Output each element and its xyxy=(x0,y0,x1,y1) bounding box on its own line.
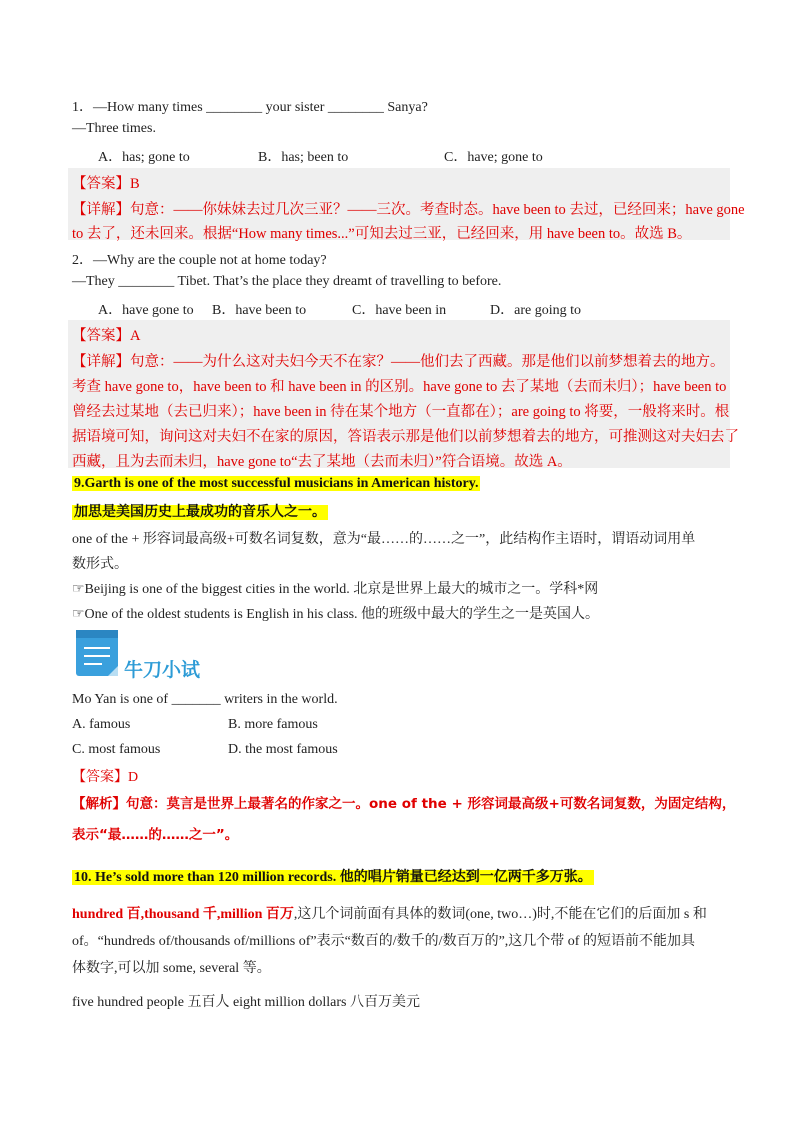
q2-explain-line: 据语境可知，询问这对夫妇不在家的原因，答语表示那是他们以前梦想着去的地方，可推测这对夫妇去了 xyxy=(72,429,739,445)
practice-question: Mo Yan is one of _______ writers in the world. xyxy=(72,692,338,707)
q1-answer: 【答案】B xyxy=(72,176,140,192)
s10-sentence-wrap xyxy=(72,866,594,886)
s9-example: ☞One of the oldest students is English in his class. 他的班级中最大的学生之一是英国人。 xyxy=(72,607,600,622)
q1-option-a: A．has; gone to xyxy=(98,150,190,165)
practice-option-a: A. famous xyxy=(72,717,131,732)
q1-reply: —Three times. xyxy=(72,121,156,136)
s9-note-line: 数形式。 xyxy=(72,557,128,572)
s10-example: five hundred people 五百人 eight million dollars 八百万美元 xyxy=(72,995,421,1010)
s10-key-words: hundred 百,thousand 千,million 百万 xyxy=(72,907,294,922)
s9-note-line: one of the + 形容词最高级+可数名词复数，意为“最……的……之一”，此结构作主语时，谓语动词用单 xyxy=(72,532,696,547)
q1-explain-line: to 去了，还未回来。根据“How many times...”可知去过三亚，已经回来，用 have been to。故选 B。 xyxy=(72,226,692,242)
q2-reply: —They ________ Tibet. That’s the place they dreamt of travelling to before. xyxy=(72,274,502,289)
practice-title: 牛刀小试 xyxy=(124,659,201,681)
s10-note-line: 体数字,可以加 some, several 等。 xyxy=(72,961,271,976)
q2-answer: 【答案】A xyxy=(72,328,141,344)
q1-option-c: C．have; gone to xyxy=(444,150,543,165)
practice-explain-line: 表示“最……的……之一”。 xyxy=(72,827,239,843)
notebook-icon xyxy=(72,630,128,680)
s9-example: ☞Beijing is one of the biggest cities in the world. 北京是世界上最大的城市之一。学科*网 xyxy=(72,582,599,597)
s9-sentence-en-wrap xyxy=(72,476,480,492)
practice-option-b: B. more famous xyxy=(228,717,318,732)
s9-sentence-cn: 加思是美国历史上最成功的音乐人之一。 xyxy=(74,505,326,520)
q2-explain-line: 【详解】句意：——为什么这对夫妇今天不在家？——他们去了西藏。那是他们以前梦想着去的地方。 xyxy=(72,354,725,370)
q1-explain-line: 【详解】句意：——你妹妹去过几次三亚？——三次。考查时态。have been to 去过，已经回来；have gone xyxy=(72,202,745,218)
practice-answer: 【答案】D xyxy=(72,770,139,785)
q2-question: 2．—Why are the couple not at home today? xyxy=(72,253,327,268)
practice-option-d: D. the most famous xyxy=(228,742,338,757)
s10-note-text: ,这几个词前面有具体的数词(one, two…)时,不能在它们的后面加 s 和 xyxy=(293,907,707,922)
s10-sentence: 10. He’s sold more than 120 million records. 他的唱片销量已经达到一亿两千多万张。 xyxy=(74,870,592,885)
s9-sentence-en: 9.Garth is one of the most successful musicians in American history. xyxy=(74,476,479,491)
q2-option-d: D．are going to xyxy=(490,303,581,318)
q2-explain-line: 考查 have gone to，have been to 和 have been in 的区别。have gone to 去了某地（去而未归）；have been to xyxy=(72,379,727,395)
q2-explain-line: 曾经去过某地（去已归来）；have been in 待在某个地方（一直都在）；are going to 将要，一般将来时。根 xyxy=(72,404,730,420)
q1-question: 1．—How many times ________ your sister ________ Sanya? xyxy=(72,100,428,115)
q2-explain-line: 西藏，且为去而未归，have gone to“去了某地（去而未归）”符合语境。故选 A。 xyxy=(72,454,572,470)
s9-sentence-cn-wrap xyxy=(72,501,328,521)
q2-option-b: B．have been to xyxy=(212,303,307,318)
s10-note-line: of。“hundreds of/thousands of/millions of”表示“数百的/数千的/数百万的”,这几个带 of 的短语前不能加具 xyxy=(72,934,695,949)
s10-note-first-line xyxy=(72,903,707,923)
practice-explain-line: 【解析】句意：莫言是世界上最著名的作家之一。one of the + 形容词最高级+可数名词复数，为固定结构， xyxy=(72,796,736,812)
q2-option-a: A．have gone to xyxy=(98,303,194,318)
q2-option-c: C．have been in xyxy=(352,303,447,318)
q1-option-b: B．has; been to xyxy=(258,150,349,165)
practice-option-c: C. most famous xyxy=(72,742,161,757)
